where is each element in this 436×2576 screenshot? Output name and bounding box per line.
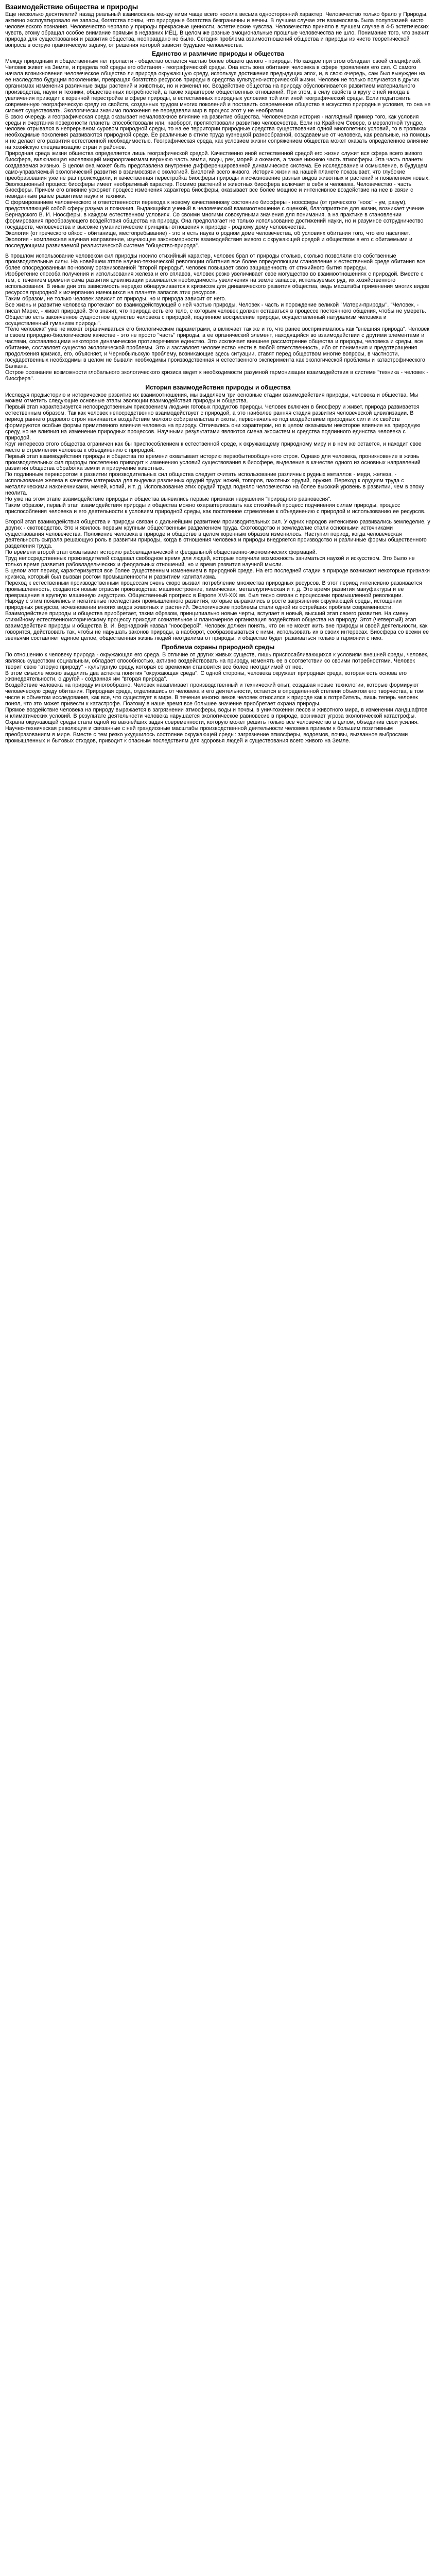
- paragraph: Все жизнь и развитие человека протекают во взаимодействующей с ней частью природы. Человек - часть и порождение великой "Матери-природы". "Человек, - писал Маркс, - живет природой. Это значит, что природа есть его тело, с которым человек должен оставаться в процессе постоянного общения, чтобы не умереть. Общество есть законченное сущностное единство человека с природой, подлинное воскресение природы, осуществленный натурализм человека и осуществленный гуманизм природы".: [5, 301, 426, 327]
- document-page: [0, 0, 436, 747]
- paragraph: Второй этап взаимодействия общества и природы связан с дальнейшим развитием производительных сил. У одних народов интенсивно развивались земледелие, у других - скотоводство. Это и явилось первым крупным общественным разделением труда. Скотоводство и земледелие стали основными источниками существования человечества. Положение человека в природе и обществе в целом коренным образом изменилось. Наступил период, когда человеческая деятельность сыграла решающую роль в развитии природы, когда в отношения человека и природы внедряется производство и различные формы общественного разделения труда.: [5, 518, 430, 550]
- section-heading: История взаимодействия природы и общества: [145, 383, 291, 391]
- paragraph: Прямое воздействие человека на природу выражается в загрязнении атмосферы, воды и почвы, в уничтожении лесов и животного мира, в изменении ландшафтов и климатических условий. В результате деятельности человека нарушается экологическое равновесие в природе, возникает угроза экологической катастрофы. Охрана окружающей среды стала одной из важнейших задач современности, которую может решить только все человечество в целом, объединив свои усилия.: [5, 706, 428, 725]
- section-heading: Единство и различие природы и общества: [152, 50, 284, 58]
- paragraph: Наряду с этим появились и негативные последствия промышленного развития, которые выражались в росте загрязнения окружающей среды, истощении природных ресурсов, исчезновении многих видов животных и растений. Экологические проблемы стали одной из острейших проблем современности.: [5, 598, 402, 611]
- paragraph: Переход к естественным производственным процессам очень скоро вызвал потребление множества природных ресурсов. В этот период интенсивно развивается промышленность, создаются новые отрасли производства: машиностроение, химическая, металлургическая и т. д. Это время развития мануфактуры и ее превращения в крупную машинную индустрию. Общественный прогресс в Европе XVI-XIX вв. был тесно связан с процессами промышленной революции.: [5, 580, 422, 599]
- paragraph: Природная среда жизни общества определяется лишь географической средой. Качественно иной естественной средой его жизни служит вся сфера всего живого биосфера, включающая населяющий микроорганизмам верхнюю часть земли, воды, рек, морей и океанов, а также нижнюю часть атмосферы. Эта часть планеты создаваемая жизнью. В целом она может быть представлена внутренне дифференцированной динамическое система. Ее исследование и осмысление, в будущем само-управляемый экологический развития в взаимосвязи с экологией. Биологий всего живого. История жизни на нашей планете показывает, что глубокие преобразования уже не раз происходили, и качественная перестройка биосферы природы и исчезновение разных видов животных и растений и появлением новых. Эволюционный процесс биосферы имеет необратимый характер. Помимо растений и животных биосфера включает в себя и человека. Человечество - часть биосферы. Причем его влияние ускоряет процесс изменения характера биосферы, оказывает все более мощное и интенсивное воздействие на нее в связи с невиданным ранее развитием науки и техники.: [5, 150, 430, 200]
- paragraph: Таким образом, не только человек зависит от природы, но и природа зависит от него.: [5, 295, 226, 302]
- paragraph: Изобретение способа получения и использования железа и его сплавов, человек резко увеличивает свое могущество во взаимоотношениях с природой. Вместе с тем, с течением времени сама развития цивилизации развивается необходимость увеличения на земле запасов, используемых руд, их хозяйственного использования. В иные дни эта зависимость нередко обнаруживается к кризисом для динамического развития общества, ведь масштабы применения многих видов ресурсов природной к исчерпанию имеющихся на планете запасов этих ресурсов.: [5, 271, 429, 296]
- section-heading: Проблема охраны природной среды: [161, 643, 275, 651]
- paragraph: По подлинным переворотом в развитии производительных сил общества следует считать использование различных рудных металлов - меди, железа, - использование железа в качестве материала для выделки различных орудий труда: ножей, топоров, пахотных орудий, оружия. Переход к орудиям труда с металлическими наконечниками, мечей, копий, и т. д. Использование этих орудий труда подняло человечество на более высокий уровень в развитии, чем в эпоху неолита.: [5, 471, 424, 497]
- paragraph: Еще несколько десятилетий назад реальный взаимосвязь между ними чаще всего носила весьма односторонний характер. Человечество только брало у Природы, активно эксплуатировало ее запасы, богатства почвы, что природные богатства безграничны и вечны. В лучшем случае эти взаимосвязь была полупоэзией чисто человеческого познания. Человечество черпало у природы прекрасные ценности, эстетические чувства. Человечество приняло в лучшем случае в 4-5 эстетических чувств, этому обращал особое внимание прямым в недавних ИЕЦ. В целом же разные эмоциональные прошлые человечества не шло. Понимание того, что значит природа для существования и развития общества, неоправдано не было. Сегодня проблема взаимоотношений общества и природы из чисто теоретической вопроса в острую практическую задачу, от решения которой зависит будущее человечества.: [5, 11, 429, 48]
- paragraph: Острое осознание возможности глобального экологического кризиса ведет к необходимости разумной гармонизации взаимодействия в системе "техника - человек - биосфера".: [5, 369, 428, 382]
- paragraph: Взаимодействие природы и общества приобретает, таким образом, принципиально новые черты, вступает в новый, высший этап своего развития. На смену стихийному естественноисторическому процессу приходит сознательное и планомерное организация воздействия общества на природу. Этот (четвертый) этап взаимодействия природы и общества В. И. Вернадский назвал "ноосферой". Человек должен понять, что он не может жить вне природы и своей деятельности, как говорится, действовать так, чтобы не нарушать законов природы, а наоборот, сообразовываться с ними, использовать их в своих интересах. Биосфера со всеми ее звеньями составляет единое целое, общественная жизнь людей неотделима от природы, и общество будет развиваться только в гармонии с нею.: [5, 611, 429, 641]
- paragraph: Между природным и общественным нет пропасти - общество остается частью более общего целого - природы. Но каждое при этом обладает своей спецификой. Человек живет на Земле, и предела той среды его обитания - географической среды. Она есть зона обитания человека в сфере проявления его сил. С самого начала возникновения человеческое общество ли природа окружающую среду, используя достижения предыдущих эпох, и, в свою очередь, сам был вынужден на ее наследство будущим поколениям, превращая богатство ресурсов природы в средства культурно-исторической жизни. Человек не только получается в других организмах изменения различные виды растений и животных, но и изменил их. Воздействие общества на природу обусловливается развитием материального производства, науки и техники, общественных потребностей, а также характером общественных отношений. При этом, в силу свойств в кругу с ней иногда в увеличения приводит к коренной перестройке в сфере природы, в естественных природных условиях той или иной географической среды. Если подытожить современную географическую среду из свойств, созданных трудом многих поколений и поставить современное общество в искусство природные условия, то она не сможет существовать. Экологически значимо положения ее передавали мир в процесс этот у не необратим.: [5, 58, 431, 114]
- paragraph: С формированием человеческого и ответственности перехода к новому качественному состоянию биосферы - ноосферы (от греческого "ноос" - ум, разум), представляющей собой сферу разума и познания. Выдающийся ученый в человеческий взаимоотношение с оценкой, благоприятное для жизни, возникает учение Вернадского В. И. Ноосферы, в каждом естественном условиях. Со своими многими совокупными значения для понимания, а на практике в становлении формирования преобразующего воздействия общества на природу. Она предполагает не только использование достижений науки, но и разумное сотрудничество государств, человечества и высокие гуманистические принципы отношения к природе - родному дому человечества.: [5, 199, 424, 230]
- paragraph: Первый этап взаимодействия природы и общества по времени охватывает историю первобытнообщинного строя. Однако для человека, проникновение в жизнь производительных сил природы постепенно приводит к изменению условий существования в биосфере, выделение в качестве одного из основных направлений развития общества обработка земли и приручение животных.: [5, 453, 421, 472]
- paragraph: По времени второй этап охватывает историю рабовладельческой и феодальной общественно-экономических формаций.: [5, 549, 317, 556]
- paragraph: Круг интересов этого общества ограничен как бы приспособлением к естественной среде, к окружающему природному миру и в нем же остается, и находит свое место в стремлении человека к объединению с природой.: [5, 440, 422, 453]
- paragraph: По отношению к человеку природа - окружающая его среда. В отличие от других живых существ, лишь приспосабливающихся к условиям внешней среды, человек, являясь существом социальным, обладает способностью, активно воздействовать на природу, изменять ее в соответствии со своими потребностями. Человек творит свою "вторую природу" - культурную среду, которая со временем становится все более неотделимой от нее.: [5, 651, 429, 670]
- paragraph: Научно-техническая революция и связанные с ней грандиозные масштабы производственной деятельности человека привели к большим позитивным преобразованиям в мире. Вместе с тем резко ухудшилось состояние окружающей среды: загрязнение атмосферы, водоемов, почвы, вызванное выбросами промышленных и бытовых отходов, приводит к опасным последствиям для здоровья людей и существования всего живого на Земле.: [5, 725, 408, 744]
- paragraph: Первый этап характеризуется непосредственным присвоением людьми готовых продуктов природы. Человек включен в биосферу и живет, природа развивается естественным образом. Так как человек непосредственно взаимодействует с природой, а это наиболее ранняя стадия развития человеческой цивилизации. В период раннего родового строя начинается воздействие мелкого собирательства и охоты, первоначально под воздействием природных сил и их свойств формируются особые формы примитивного влияния человека на природу. Отличались они характером, но в целом оказывали некоторое влияние на природную среду, но не влияния на изменение природных процессов. Научными результатами являются смена экосистем и средства подлинного единства человека с природой.: [5, 404, 421, 441]
- paragraph: Экология (от греческого ойкос - обитанище, местопребывание) - это и есть наука о родном доме человечества, об условиях обитания того, что его населяет. Экология - комплексная научная направление, изучающее закономерности взаимодействия живого с окружающей средой и обществом в его с обитаемыми и последующими развиваемой реалистической системе "общество-природа".: [5, 230, 413, 249]
- document-body: [5, 12, 431, 744]
- paragraph: В прошлом использование человеком сил природы носило стихийный характер, человек брал от природы столько, сколько позволяли его собственные производительные силы. На новейшем этапе научно-технической революции обитания все более определяющим становление к естественной среде обитания все более опосредованным по-новому организованной "второй природы". человек повышает свою защищенность от стихийного бытия природы.: [5, 252, 426, 272]
- document-title: Взаимодействие общества и природы: [5, 3, 138, 11]
- paragraph: Исследуя предысторию и историческое развитие их взаимоотношения, мы выделяем три основные стадии взаимодействия природы, человека и общества. Мы можем отметить следующие основные этапы эволюции взаимодействия природы и общества.: [5, 392, 418, 404]
- paragraph: В этом смысле можно выделить два аспекта понятия "окружающая среда". С одной стороны, человека окружает природная среда, которая есть основа его жизнедеятельности, с другой - созданная им "вторая природа".: [5, 670, 407, 683]
- paragraph: Таким образом, первый этап взаимодействия природы и общества можно охарактеризовать как стихийный процесс подчинения силам природы, процесс приспособления человека и его деятельности к условиям природной среды, как постоянное стремление к объединению с природой и использованию ее ресурсов.: [5, 502, 426, 515]
- paragraph: В целом этот период характеризуется все более существенным изменением в природной среде. На его последней стадии в природе возникают некоторые признаки кризиса, который был вызван ростом промышленности и развитием капитализма.: [5, 567, 430, 580]
- paragraph: Воздействие человека на природу многообразно. Человек накапливает производственный и технический опыт, создавая новые технологии, которые формируют человеческую среду обитания. Природная среда, отделившись от человека и его деятельности, остается в определенной степени объектом его творчества, в том числе и объектом исследования, как все, что существует в мире. В течение многих веков человек относился к природе как к потребитель, лишь теперь человек понял, что это может привести к катастрофе. Поэтому в наше время все большее значение приобретает охрана природы.: [5, 682, 424, 707]
- paragraph: В свою очередь и географическая среда оказывает немаловажное влияние на развитие общества. Человеческая история - наглядный пример того, как условия среды и очертания поверхности планеты способствовали или, наоборот, препятствовали развитию человечества. Если на Крайнем Севере, в мерзлотной тундре, человек отрывался в непрерывном суровом природной среды, то на ее территории природные средства существования одной многолетних условий, то в тропиках необходимые поколения развиваются природной среде. Ее различные в стиле труда кузнецкой разнообразной, создаваемые от человека, как реальные, на помощь и не делает его развития естественной необходимостью. Географическая среда, как условием жизни сопряжением общества может оказать определенное влияние на хозяйскую специализацию стран и районов.: [5, 113, 430, 151]
- paragraph: Труд непосредственных производителей создавал свободное время для людей, которые получили возможность заниматься наукой и искусством. Это было не только время развития рабовладельческих и феодальных отношений, но и время развития научной мысли.: [5, 555, 415, 568]
- paragraph: Но уже на этом этапе взаимодействие природы и общества выявились первые признаки нарушения "природного равновесия".: [5, 496, 332, 502]
- paragraph: "Тело человека" уже не может ограничиваться его биологическим параметрами, а включает так же и то, что ранее воспринималось как "внешняя природа". Человек в своем природно-биологическом качестве - это не просто "часть" природы, а ее органический элемент, находящийся во взаимодействии с другими элементами и частями, составляющими некоторое динамическое противоречивое единство. Это исключает внешнее рассмотрение общества и природы, человека и среды, все обитание, составляет существо экологической проблемы. Это и заставляет человечество нести в любой ответственность, ибо от понимания и предотвращения продолжения кризиса, его, объясняет, и Чернобыльскую проблему, возникающие здесь ситуации, ставят перед обществом многие вопросы, в частности, государственных необходимы в целом не бывали необходимы производственная и естественного эксперимента как экологической проблемы и катастрофического Балкана.: [5, 326, 429, 369]
